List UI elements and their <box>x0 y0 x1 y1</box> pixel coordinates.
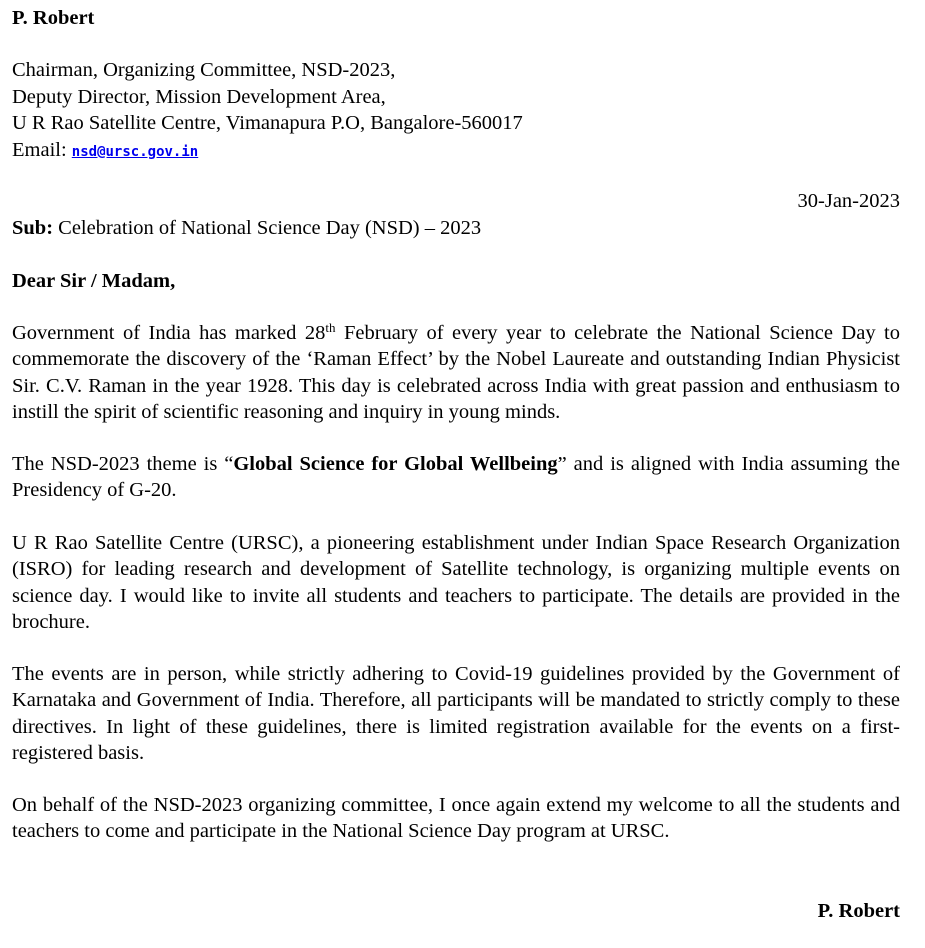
sender-address <box>12 57 523 165</box>
theme-title: Global Science for Global Wellbeing <box>233 453 558 475</box>
subject-text: Celebration of National Science Day (NSD) – 2023 <box>58 217 482 239</box>
email-line <box>12 137 523 166</box>
email-label: Email: <box>12 138 67 161</box>
salutation: Dear Sir / Madam, <box>12 270 176 292</box>
paragraph-ursc-events: U R Rao Satellite Centre (URSC), a pioneering establishment under Indian Space Research Organization (ISRO) for leading research and development of Satellite technology, is organizing multiple events on science day. I would like to invite all students and teachers to participate. The details are provided in the brochure. <box>12 532 900 633</box>
address-line-role: Deputy Director, Mission Development Area, <box>12 85 386 108</box>
paragraph-covid-guidelines: The events are in person, while strictly adhering to Covid-19 guidelines provided by the Government of Karnataka and Government of India. Therefore, all participants will be mandated to strictly comply to these directives. In light of these guidelines, there is limited registration available for the events on a first-registered basis. <box>12 663 900 764</box>
p1-text-end: February of every year to celebrate the National Science Day to commemorate the discovery of the ‘Raman Effect’ by the Nobel Laureate and outstanding Indian Physicist Sir. C.V. Raman in the year 1928. This day is celebrated across India with great passion and enthusiasm to instill the spirit of scientific reasoning and inquiry in young minds. <box>12 322 900 423</box>
paragraph-closing: On behalf of the NSD-2023 organizing committee, I once again extend my welcome to all the students and teachers to come and participate in the National Science Day program at URSC. <box>12 794 900 843</box>
signature-name: P. Robert <box>817 900 900 922</box>
subject-line <box>12 215 481 241</box>
address-line-title: Chairman, Organizing Committee, NSD-2023, <box>12 59 396 81</box>
p2-text-start: The NSD-2023 theme is “ <box>12 453 234 475</box>
email-link[interactable]: nsd@ursc.gov.in <box>71 143 199 160</box>
p1-text-start: Government of India has marked 28 <box>12 322 326 344</box>
subject-label: Sub: <box>12 217 54 239</box>
paragraph-theme <box>12 451 900 504</box>
paragraph-nsd-background <box>12 320 900 425</box>
sender-name: P. Robert <box>12 7 95 29</box>
address-line-location: U R Rao Satellite Centre, Vimanapura P.O, Bangalore-560017 <box>12 112 523 134</box>
letter-date: 30-Jan-2023 <box>797 190 900 212</box>
p2-text-end: ” and is aligned with India assuming the Presidency of G-20. <box>12 453 900 502</box>
p1-superscript: th <box>325 320 336 335</box>
